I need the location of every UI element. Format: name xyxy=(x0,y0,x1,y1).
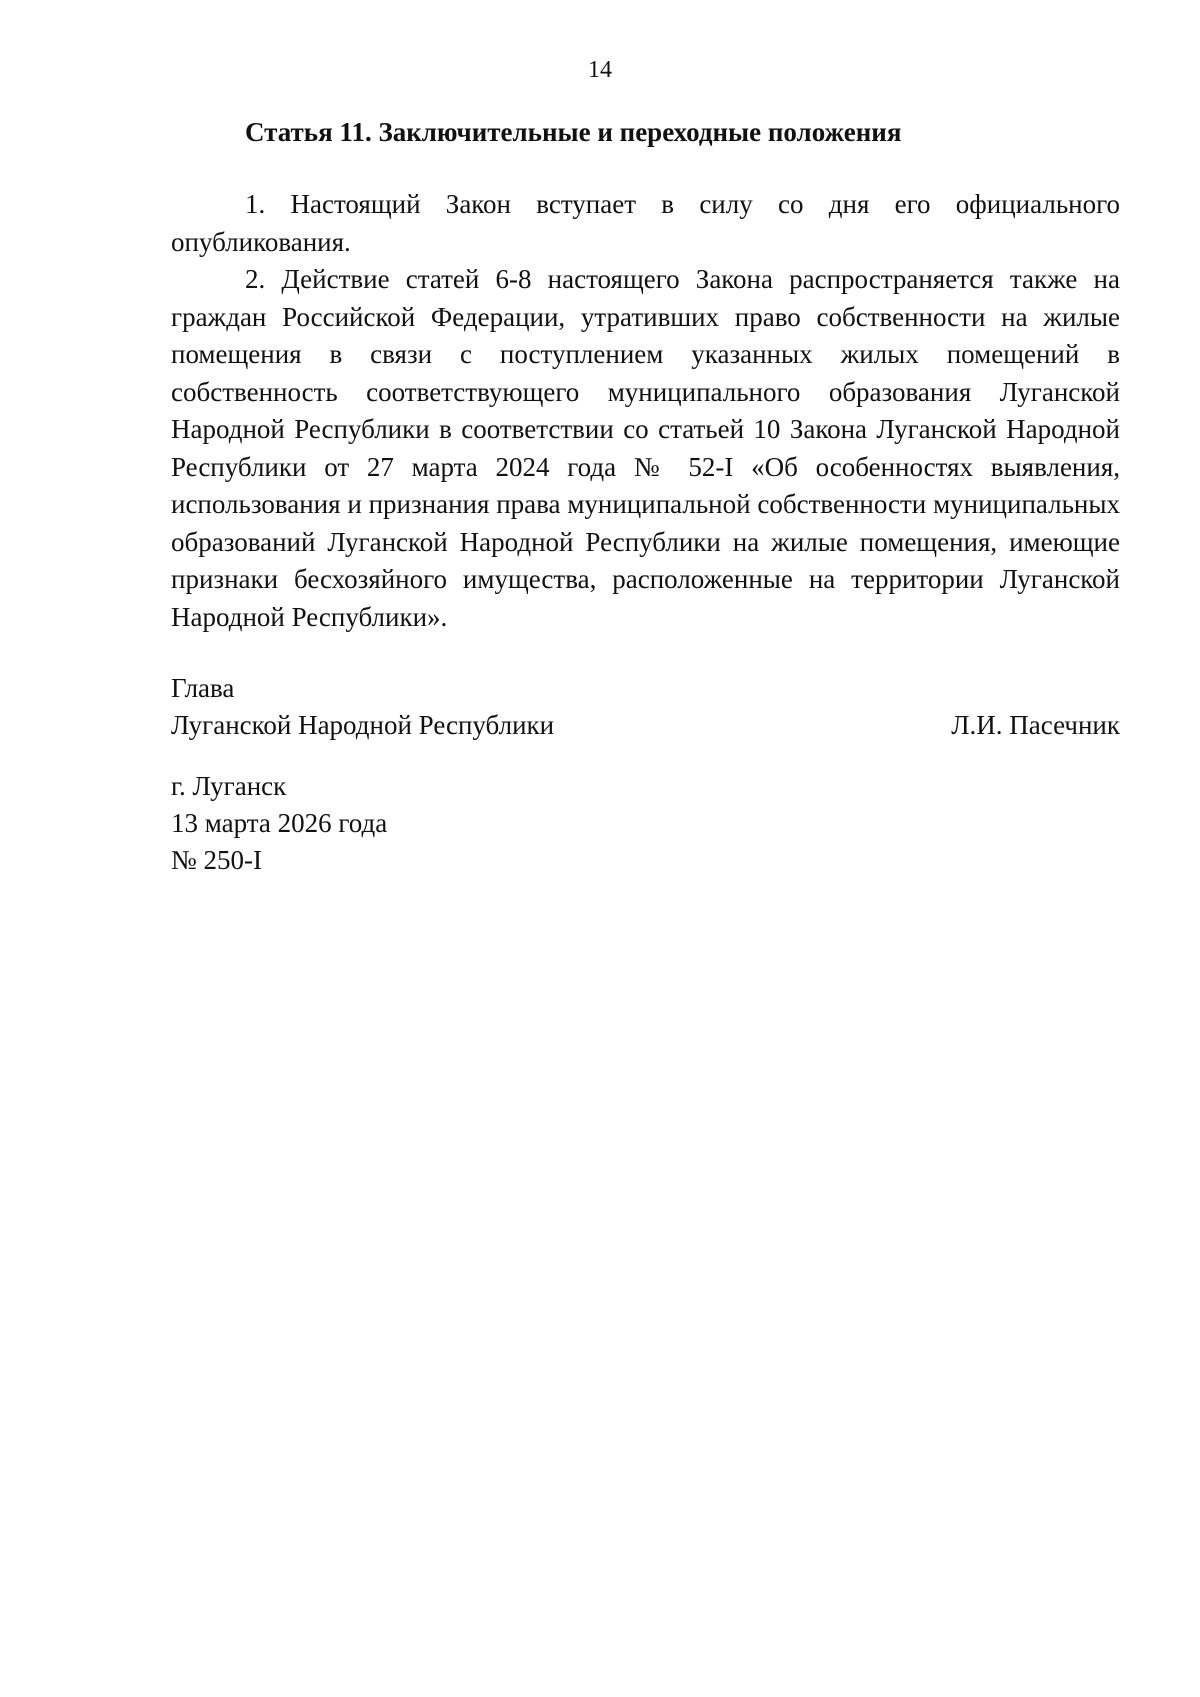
signatory-position-line2: Луганской Народной Республики xyxy=(171,710,555,740)
signatory-name: Л.И. Пасечник xyxy=(951,710,1120,740)
page-number: 14 xyxy=(588,57,612,83)
paragraph-2: 2. Действие статей 6-8 настоящего Закона распространяется также на граждан Российской Федерации, утративших право собственности на жилые помещения в связи с поступлением указанных жилых помещений в собственность соответствующего муниципального образования Луганской Народной Республики в соответствии со статьей 10 Закона Луганской Народной Республики от 27 марта 2024 года № 52-I «Об особенностях выявления, использования и признания права муниципальной собственности муниципальных образований Луганской Народной Республики на жилые помещения, имеющие признаки бесхозяйного имущества, расположенные на территории Луганской Народной Республики». xyxy=(171,264,1120,632)
paragraph-1: 1. Настоящий Закон вступает в силу со дня его официального опубликования. xyxy=(171,189,1120,257)
article-title: Статья 11. Заключительные и переходные положения xyxy=(245,117,902,147)
place-date-number-block xyxy=(171,768,1120,879)
signature-block xyxy=(171,670,1120,744)
law-date: 13 марта 2026 года xyxy=(171,808,388,838)
law-number: № 250-I xyxy=(171,845,262,875)
article-body xyxy=(171,112,1120,636)
city: г. Луганск xyxy=(171,771,287,801)
signatory-position-line1: Глава xyxy=(171,673,235,703)
signature-row xyxy=(171,707,1120,744)
